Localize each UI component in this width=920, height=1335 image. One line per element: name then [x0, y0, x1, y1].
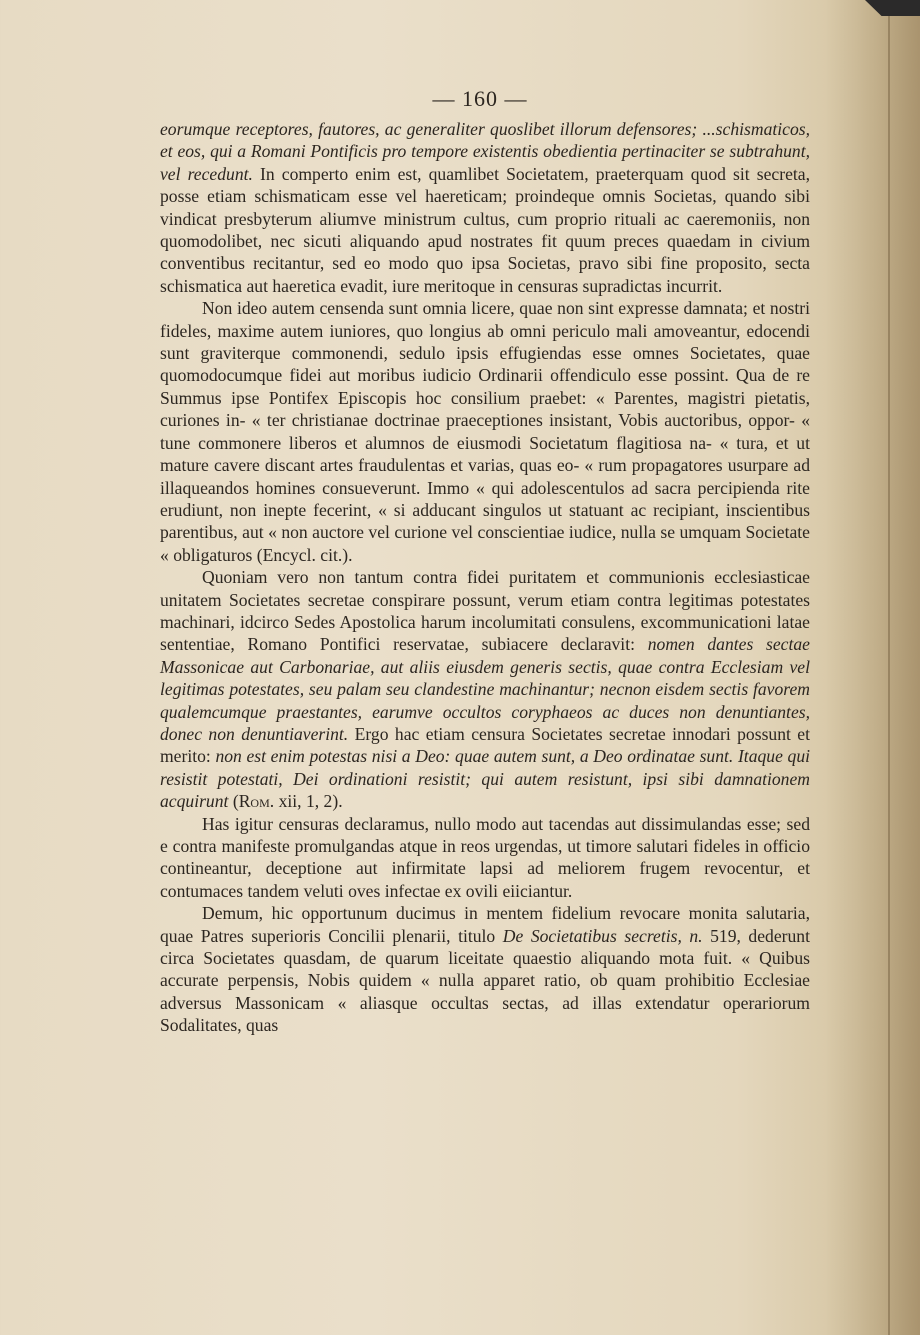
text-run: In comperto enim est, quamlibet Societatem, praeterquam quod sit secreta, posse etiam schismaticam esse vel haereticam; proindeque omnis Societas, quando sibi vindicat presbyterum aliumve ministrum cultus, cum proprio rituali ac caeremoniis, non quomodolibet, nec sicuti aliquando apud nostrates fit quum preces quaedam in civium conventibus recitantur, sed eo modo quo ipsa Societas, pravo sibi fine proposito, secta schismatica aut haeretica evadit, iure meritoque in censuras supradictas incurrit. [160, 163, 810, 296]
italic-text: eorumque receptores, fautores, ac generaliter quoslibet illorum defensores; ...schismaticos, et eos, qui a Romani Pontificis pro tempore existentis obedientia pertinaciter se subtrahunt, vel recedunt. [160, 119, 810, 184]
page-number: — 160 — [432, 86, 528, 111]
text-run: xii, 1, 2). [274, 791, 343, 812]
text-run: Non ideo autem censenda sunt omnia licere, quae non sint expresse damnata; et nostri fideles, maxime autem iuniores, quo longius ab omni periculo mali amoveantur, edocendi sunt graviterque commonendi, sedulo ipsis effugiendas esse omnes Societates, quae quomodocumque fidei aut moribus iudicio Ordinarii offendiculo esse possint. Qua de re Summus ipse Pontifex Episcopis hoc consilium praebet: « Parentes, magistri pietatis, curiones in- « ter christianae doctrinae praeceptiones insistant, Vobis auctoribus, oppor- « tune commonere liberos et alumnos de eiusmodi Societatum flagitiosa na- « tura, et ut mature cavere discant artes fraudulentas et varias, quas eo- « rum propagatores usurpare ad illaqueandos homines consueverunt. Immo « qui adolescentulos ad sacra percipienda rite erudiunt, non inepte fecerint, « si adducant singulos ut statuant ac recipiant, inscientibus parentibus, aut « non auctore vel curione vel conscientiae iudice, nulla se umquam Societate « obligaturos (Encycl. cit.). [160, 298, 810, 565]
text-run: Demum, hic opportunum ducimus in mentem fidelium revocare monita salutaria, quae Patres superioris Concilii plenarii, titulo [160, 903, 810, 946]
text-run: ( [228, 791, 239, 812]
page-edge-shadow [825, 0, 920, 1335]
paragraph [160, 297, 810, 566]
page-corner [865, 0, 920, 16]
small-caps-text: Rom. [238, 791, 275, 812]
text-run: Quoniam vero non tantum contra fidei puritatem et communionis ecclesiasticae unitatem Societates secretae conspirare possunt, verum etiam contra legitimas potestates machinari, idcirco Sedes Apostolica harum incolumitati consulens, excommunicationi latae sententiae, Romano Pontifici reservatae, subiacere declaravit: [160, 567, 810, 655]
page-gutter [888, 0, 890, 1335]
paragraph [160, 902, 810, 1036]
italic-text: nomen dantes sectae Massonicae aut Carbonariae, aut aliis eiusdem generis sectis, quae contra Ecclesiam vel legitimas potestates, seu palam seu clandestine machinantur; necnon eisdem sectis favorem qualemcumque praestantes, earumve occultos coryphaeos ac duces non denuntiantes, donec non denuntiaverint. [160, 634, 810, 744]
italic-text: non est enim potestas nisi a Deo: quae autem sunt, a Deo ordinatae sunt. Itaque qui resistit potestati, Dei ordinationi resistit; qui autem resistunt, ipsi sibi damnationem acquirunt [160, 746, 810, 812]
text-run: Has igitur censuras declaramus, nullo modo aut tacendas aut dissimulandas esse; sed e contra manifeste promulgandas atque in reos urgendas, ut timore salutari fideles in officio contineantur, deceptione aut infirmitate lapsi ad meliorem frugem revocentur, et contumaces tandem veluti oves infectae ex ovili eiiciantur. [160, 813, 810, 901]
paragraph [160, 813, 810, 903]
body-text [160, 118, 810, 1037]
text-run: Ergo hac etiam censura Societates secretae innodari possunt et merito: [160, 723, 810, 767]
paragraph [160, 566, 810, 812]
paragraph [160, 118, 810, 297]
italic-text: De Societatibus secretis, n. [502, 925, 703, 946]
text-run: 519, dederunt circa Societates quasdam, de quarum liceitate quaestio aliquando mota fuit. « Quibus accurate perpensis, Nobis quidem « nulla apparet ratio, ob quam prohibitio Ecclesiae adversus Massonicam « aliasque occultas sectas, ad illas extendatur operariorum Sodalitates, quas [160, 925, 810, 1036]
